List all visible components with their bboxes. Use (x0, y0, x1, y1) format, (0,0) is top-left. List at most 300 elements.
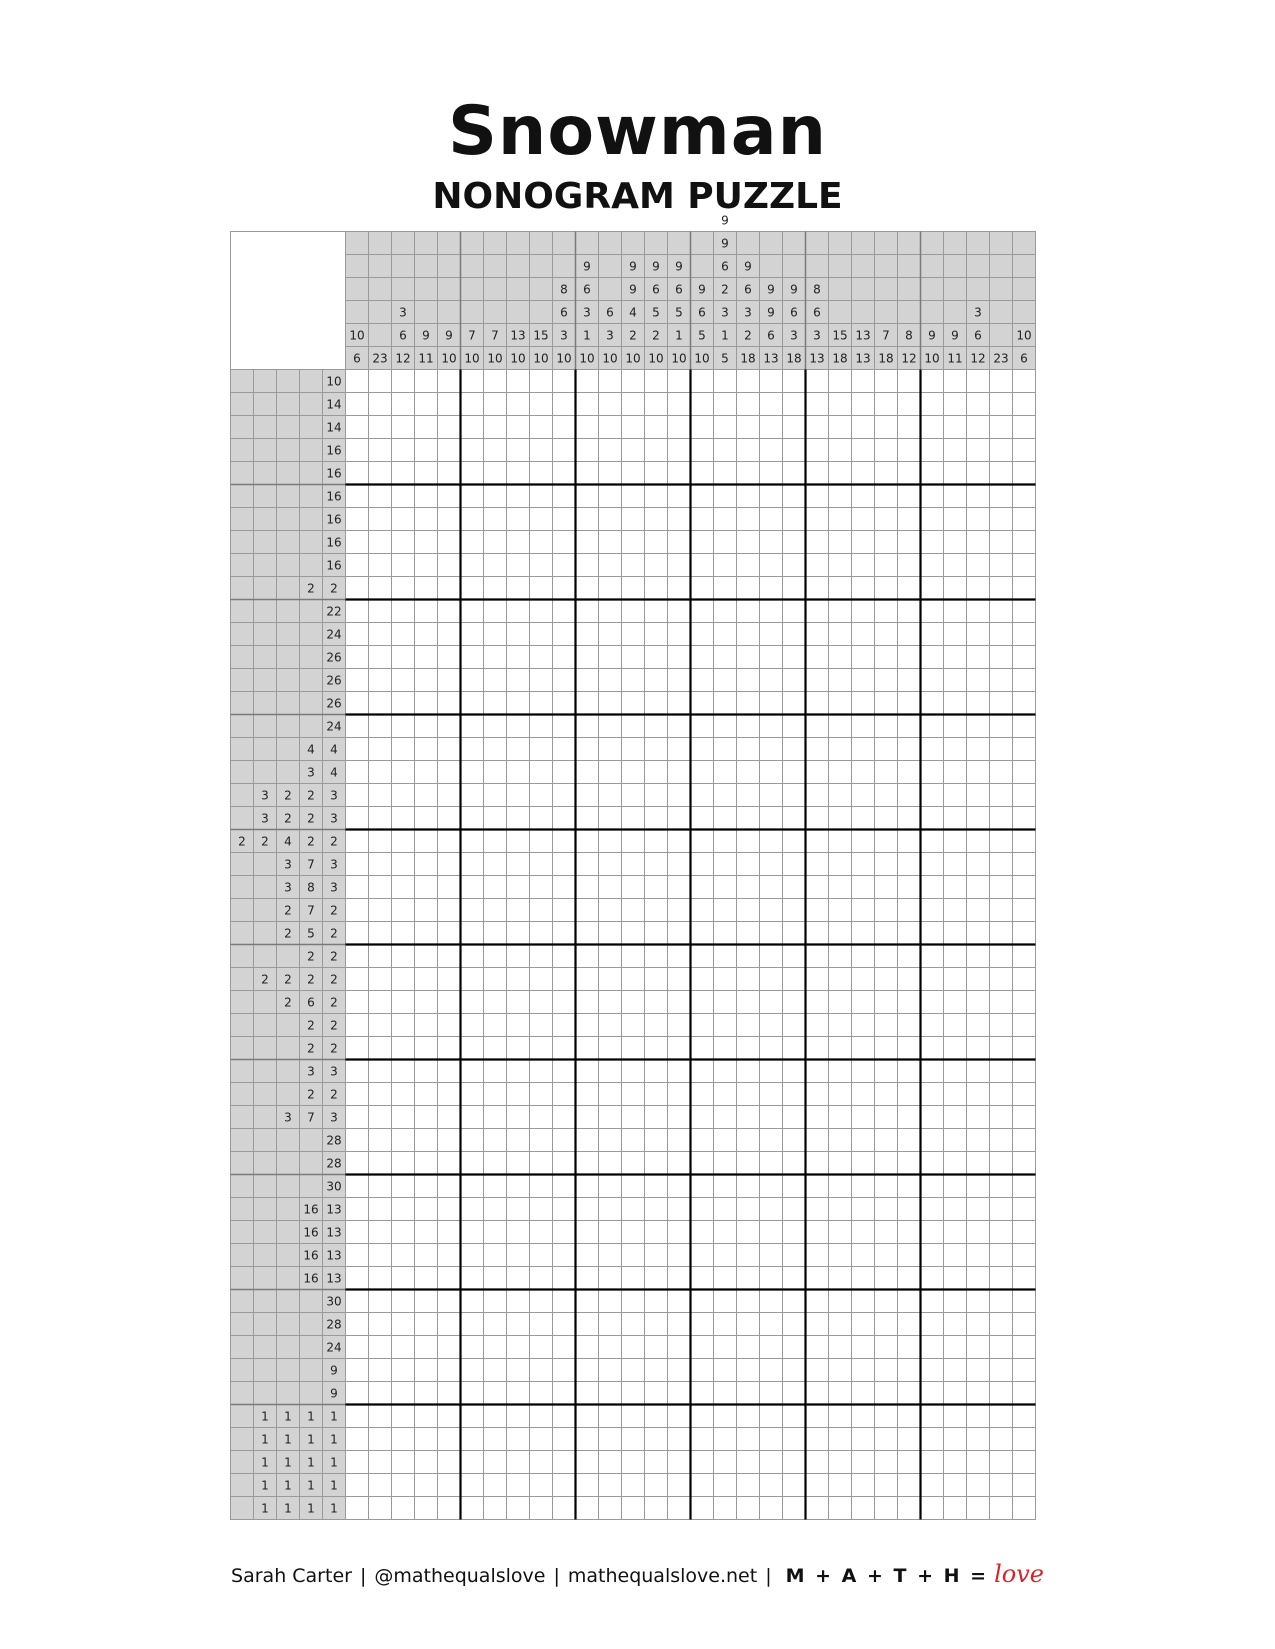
grid-cell[interactable] (576, 1060, 599, 1083)
grid-cell[interactable] (645, 738, 668, 761)
grid-cell[interactable] (1013, 439, 1036, 462)
grid-cell[interactable] (829, 1060, 852, 1083)
grid-cell[interactable] (714, 784, 737, 807)
grid-cell[interactable] (967, 1382, 990, 1405)
grid-cell[interactable] (691, 1474, 714, 1497)
grid-cell[interactable] (553, 899, 576, 922)
grid-cell[interactable] (346, 738, 369, 761)
grid-cell[interactable] (852, 393, 875, 416)
grid-cell[interactable] (944, 1037, 967, 1060)
grid-cell[interactable] (898, 1175, 921, 1198)
grid-cell[interactable] (714, 508, 737, 531)
grid-cell[interactable] (921, 1428, 944, 1451)
grid-cell[interactable] (944, 1428, 967, 1451)
grid-cell[interactable] (369, 439, 392, 462)
grid-cell[interactable] (622, 577, 645, 600)
grid-cell[interactable] (438, 1290, 461, 1313)
grid-cell[interactable] (392, 853, 415, 876)
grid-cell[interactable] (530, 577, 553, 600)
grid-cell[interactable] (967, 1129, 990, 1152)
grid-cell[interactable] (967, 1336, 990, 1359)
grid-cell[interactable] (461, 853, 484, 876)
grid-cell[interactable] (737, 393, 760, 416)
grid-cell[interactable] (714, 1106, 737, 1129)
grid-cell[interactable] (990, 531, 1013, 554)
grid-cell[interactable] (783, 1244, 806, 1267)
grid-cell[interactable] (898, 1405, 921, 1428)
grid-cell[interactable] (875, 922, 898, 945)
grid-cell[interactable] (530, 1037, 553, 1060)
grid-cell[interactable] (921, 922, 944, 945)
grid-cell[interactable] (599, 623, 622, 646)
grid-cell[interactable] (392, 1106, 415, 1129)
grid-cell[interactable] (921, 715, 944, 738)
grid-cell[interactable] (829, 370, 852, 393)
grid-cell[interactable] (645, 1451, 668, 1474)
grid-cell[interactable] (783, 1060, 806, 1083)
grid-cell[interactable] (369, 1060, 392, 1083)
grid-cell[interactable] (714, 1428, 737, 1451)
grid-cell[interactable] (392, 1474, 415, 1497)
grid-cell[interactable] (990, 508, 1013, 531)
grid-cell[interactable] (967, 692, 990, 715)
grid-cell[interactable] (806, 623, 829, 646)
grid-cell[interactable] (714, 1221, 737, 1244)
grid-cell[interactable] (392, 715, 415, 738)
grid-cell[interactable] (737, 1060, 760, 1083)
grid-cell[interactable] (898, 1060, 921, 1083)
grid-cell[interactable] (369, 738, 392, 761)
grid-cell[interactable] (392, 784, 415, 807)
grid-cell[interactable] (990, 646, 1013, 669)
grid-cell[interactable] (898, 1014, 921, 1037)
grid-cell[interactable] (990, 554, 1013, 577)
grid-cell[interactable] (760, 1474, 783, 1497)
grid-cell[interactable] (622, 1451, 645, 1474)
grid-cell[interactable] (691, 1129, 714, 1152)
grid-cell[interactable] (852, 1129, 875, 1152)
grid-cell[interactable] (484, 807, 507, 830)
grid-cell[interactable] (783, 1221, 806, 1244)
grid-cell[interactable] (507, 830, 530, 853)
grid-cell[interactable] (944, 577, 967, 600)
grid-cell[interactable] (1013, 554, 1036, 577)
grid-cell[interactable] (576, 922, 599, 945)
grid-cell[interactable] (415, 623, 438, 646)
grid-cell[interactable] (530, 1359, 553, 1382)
grid-cell[interactable] (553, 692, 576, 715)
grid-cell[interactable] (438, 1014, 461, 1037)
grid-cell[interactable] (783, 1382, 806, 1405)
grid-cell[interactable] (806, 1037, 829, 1060)
grid-cell[interactable] (392, 1129, 415, 1152)
grid-cell[interactable] (783, 1152, 806, 1175)
grid-cell[interactable] (484, 1267, 507, 1290)
grid-cell[interactable] (645, 922, 668, 945)
grid-cell[interactable] (760, 1037, 783, 1060)
grid-cell[interactable] (1013, 1451, 1036, 1474)
grid-cell[interactable] (737, 1428, 760, 1451)
grid-cell[interactable] (1013, 1382, 1036, 1405)
grid-cell[interactable] (438, 1359, 461, 1382)
grid-cell[interactable] (645, 531, 668, 554)
grid-cell[interactable] (921, 853, 944, 876)
grid-cell[interactable] (369, 370, 392, 393)
grid-cell[interactable] (898, 807, 921, 830)
grid-cell[interactable] (622, 945, 645, 968)
grid-cell[interactable] (806, 1359, 829, 1382)
grid-cell[interactable] (392, 692, 415, 715)
grid-cell[interactable] (921, 1014, 944, 1037)
grid-cell[interactable] (461, 1497, 484, 1520)
grid-cell[interactable] (1013, 1428, 1036, 1451)
grid-cell[interactable] (415, 370, 438, 393)
grid-cell[interactable] (852, 669, 875, 692)
grid-cell[interactable] (1013, 531, 1036, 554)
grid-cell[interactable] (875, 1014, 898, 1037)
grid-cell[interactable] (346, 1451, 369, 1474)
grid-cell[interactable] (576, 1382, 599, 1405)
grid-cell[interactable] (783, 1106, 806, 1129)
grid-cell[interactable] (760, 899, 783, 922)
grid-cell[interactable] (691, 968, 714, 991)
grid-cell[interactable] (829, 830, 852, 853)
grid-cell[interactable] (438, 761, 461, 784)
grid-cell[interactable] (783, 370, 806, 393)
grid-cell[interactable] (714, 1382, 737, 1405)
grid-cell[interactable] (668, 1313, 691, 1336)
grid-cell[interactable] (369, 922, 392, 945)
grid-cell[interactable] (944, 623, 967, 646)
grid-cell[interactable] (622, 761, 645, 784)
grid-cell[interactable] (507, 1428, 530, 1451)
grid-cell[interactable] (967, 899, 990, 922)
grid-cell[interactable] (944, 1221, 967, 1244)
grid-cell[interactable] (461, 600, 484, 623)
grid-cell[interactable] (990, 1405, 1013, 1428)
grid-cell[interactable] (898, 1267, 921, 1290)
grid-cell[interactable] (576, 1129, 599, 1152)
grid-cell[interactable] (875, 1336, 898, 1359)
grid-cell[interactable] (921, 1497, 944, 1520)
grid-cell[interactable] (1013, 1267, 1036, 1290)
grid-cell[interactable] (737, 853, 760, 876)
grid-cell[interactable] (875, 807, 898, 830)
grid-cell[interactable] (760, 1313, 783, 1336)
grid-cell[interactable] (346, 370, 369, 393)
grid-cell[interactable] (553, 554, 576, 577)
grid-cell[interactable] (714, 1290, 737, 1313)
grid-cell[interactable] (622, 1129, 645, 1152)
grid-cell[interactable] (967, 554, 990, 577)
grid-cell[interactable] (967, 1359, 990, 1382)
grid-cell[interactable] (530, 1290, 553, 1313)
grid-cell[interactable] (530, 1244, 553, 1267)
grid-cell[interactable] (576, 1267, 599, 1290)
grid-cell[interactable] (783, 807, 806, 830)
grid-cell[interactable] (990, 945, 1013, 968)
grid-cell[interactable] (415, 1083, 438, 1106)
grid-cell[interactable] (898, 416, 921, 439)
grid-cell[interactable] (484, 1106, 507, 1129)
grid-cell[interactable] (714, 646, 737, 669)
grid-cell[interactable] (806, 830, 829, 853)
grid-cell[interactable] (392, 1405, 415, 1428)
grid-cell[interactable] (737, 1382, 760, 1405)
grid-cell[interactable] (829, 462, 852, 485)
grid-cell[interactable] (438, 370, 461, 393)
grid-cell[interactable] (829, 738, 852, 761)
grid-cell[interactable] (990, 1106, 1013, 1129)
grid-cell[interactable] (875, 669, 898, 692)
grid-cell[interactable] (576, 692, 599, 715)
grid-cell[interactable] (576, 577, 599, 600)
grid-cell[interactable] (875, 1221, 898, 1244)
grid-cell[interactable] (806, 1083, 829, 1106)
grid-cell[interactable] (484, 1290, 507, 1313)
grid-cell[interactable] (415, 1106, 438, 1129)
grid-cell[interactable] (645, 646, 668, 669)
grid-cell[interactable] (369, 1175, 392, 1198)
grid-cell[interactable] (484, 1428, 507, 1451)
grid-cell[interactable] (346, 393, 369, 416)
grid-cell[interactable] (737, 1129, 760, 1152)
grid-cell[interactable] (806, 945, 829, 968)
grid-cell[interactable] (944, 1267, 967, 1290)
grid-cell[interactable] (783, 1405, 806, 1428)
grid-cell[interactable] (967, 1083, 990, 1106)
grid-cell[interactable] (461, 830, 484, 853)
grid-cell[interactable] (415, 508, 438, 531)
grid-cell[interactable] (967, 1244, 990, 1267)
grid-cell[interactable] (1013, 1106, 1036, 1129)
grid-cell[interactable] (737, 738, 760, 761)
grid-cell[interactable] (576, 1359, 599, 1382)
grid-cell[interactable] (714, 1037, 737, 1060)
grid-cell[interactable] (668, 1060, 691, 1083)
grid-cell[interactable] (553, 1451, 576, 1474)
grid-cell[interactable] (875, 1290, 898, 1313)
grid-cell[interactable] (691, 416, 714, 439)
grid-cell[interactable] (783, 876, 806, 899)
grid-cell[interactable] (576, 439, 599, 462)
grid-cell[interactable] (714, 531, 737, 554)
grid-cell[interactable] (576, 370, 599, 393)
grid-cell[interactable] (760, 830, 783, 853)
grid-cell[interactable] (507, 1198, 530, 1221)
grid-cell[interactable] (737, 1290, 760, 1313)
grid-cell[interactable] (967, 485, 990, 508)
grid-cell[interactable] (691, 899, 714, 922)
grid-cell[interactable] (507, 807, 530, 830)
grid-cell[interactable] (553, 393, 576, 416)
grid-cell[interactable] (622, 393, 645, 416)
grid-cell[interactable] (415, 669, 438, 692)
grid-cell[interactable] (921, 876, 944, 899)
grid-cell[interactable] (645, 784, 668, 807)
grid-cell[interactable] (921, 1060, 944, 1083)
grid-cell[interactable] (898, 991, 921, 1014)
grid-cell[interactable] (553, 531, 576, 554)
grid-cell[interactable] (553, 1060, 576, 1083)
grid-cell[interactable] (806, 577, 829, 600)
grid-cell[interactable] (875, 485, 898, 508)
grid-cell[interactable] (346, 830, 369, 853)
grid-cell[interactable] (783, 1313, 806, 1336)
grid-cell[interactable] (944, 1060, 967, 1083)
grid-cell[interactable] (829, 623, 852, 646)
grid-cell[interactable] (461, 807, 484, 830)
grid-cell[interactable] (829, 1221, 852, 1244)
grid-cell[interactable] (599, 508, 622, 531)
grid-cell[interactable] (369, 646, 392, 669)
grid-cell[interactable] (737, 784, 760, 807)
grid-cell[interactable] (760, 1405, 783, 1428)
grid-cell[interactable] (415, 1497, 438, 1520)
grid-cell[interactable] (553, 1083, 576, 1106)
grid-cell[interactable] (507, 1359, 530, 1382)
grid-cell[interactable] (1013, 853, 1036, 876)
grid-cell[interactable] (507, 945, 530, 968)
grid-cell[interactable] (829, 508, 852, 531)
grid-cell[interactable] (438, 1336, 461, 1359)
grid-cell[interactable] (553, 1037, 576, 1060)
grid-cell[interactable] (852, 761, 875, 784)
grid-cell[interactable] (990, 1129, 1013, 1152)
grid-cell[interactable] (438, 1106, 461, 1129)
grid-cell[interactable] (990, 1267, 1013, 1290)
grid-cell[interactable] (346, 1497, 369, 1520)
grid-cell[interactable] (438, 577, 461, 600)
grid-cell[interactable] (1013, 1290, 1036, 1313)
grid-cell[interactable] (553, 1175, 576, 1198)
grid-cell[interactable] (668, 830, 691, 853)
grid-cell[interactable] (691, 1152, 714, 1175)
grid-cell[interactable] (829, 554, 852, 577)
grid-cell[interactable] (829, 991, 852, 1014)
grid-cell[interactable] (530, 968, 553, 991)
grid-cell[interactable] (691, 370, 714, 393)
grid-cell[interactable] (622, 1359, 645, 1382)
grid-cell[interactable] (530, 393, 553, 416)
grid-cell[interactable] (599, 1175, 622, 1198)
grid-cell[interactable] (645, 1244, 668, 1267)
grid-cell[interactable] (645, 1428, 668, 1451)
grid-cell[interactable] (875, 577, 898, 600)
grid-cell[interactable] (921, 738, 944, 761)
grid-cell[interactable] (875, 1037, 898, 1060)
grid-cell[interactable] (852, 531, 875, 554)
grid-cell[interactable] (852, 1037, 875, 1060)
grid-cell[interactable] (806, 1014, 829, 1037)
grid-cell[interactable] (507, 1313, 530, 1336)
grid-cell[interactable] (760, 1198, 783, 1221)
grid-cell[interactable] (415, 830, 438, 853)
grid-cell[interactable] (576, 715, 599, 738)
grid-cell[interactable] (668, 393, 691, 416)
grid-cell[interactable] (576, 738, 599, 761)
grid-cell[interactable] (530, 416, 553, 439)
grid-cell[interactable] (691, 830, 714, 853)
grid-cell[interactable] (392, 531, 415, 554)
grid-cell[interactable] (967, 1497, 990, 1520)
grid-cell[interactable] (645, 1382, 668, 1405)
grid-cell[interactable] (990, 876, 1013, 899)
grid-cell[interactable] (1013, 1405, 1036, 1428)
grid-cell[interactable] (392, 1060, 415, 1083)
grid-cell[interactable] (921, 600, 944, 623)
grid-cell[interactable] (622, 1313, 645, 1336)
grid-cell[interactable] (599, 1313, 622, 1336)
grid-cell[interactable] (921, 623, 944, 646)
grid-cell[interactable] (783, 416, 806, 439)
grid-cell[interactable] (346, 1152, 369, 1175)
grid-cell[interactable] (944, 738, 967, 761)
grid-cell[interactable] (737, 945, 760, 968)
grid-cell[interactable] (415, 531, 438, 554)
grid-cell[interactable] (898, 600, 921, 623)
grid-cell[interactable] (461, 1106, 484, 1129)
grid-cell[interactable] (369, 600, 392, 623)
grid-cell[interactable] (760, 761, 783, 784)
grid-cell[interactable] (829, 1175, 852, 1198)
grid-cell[interactable] (737, 1037, 760, 1060)
grid-cell[interactable] (346, 922, 369, 945)
grid-cell[interactable] (392, 945, 415, 968)
grid-cell[interactable] (921, 508, 944, 531)
grid-cell[interactable] (599, 1336, 622, 1359)
grid-cell[interactable] (852, 1290, 875, 1313)
grid-cell[interactable] (415, 1129, 438, 1152)
grid-cell[interactable] (507, 554, 530, 577)
grid-cell[interactable] (829, 945, 852, 968)
grid-cell[interactable] (415, 462, 438, 485)
grid-cell[interactable] (507, 1106, 530, 1129)
grid-cell[interactable] (967, 462, 990, 485)
grid-cell[interactable] (714, 1359, 737, 1382)
grid-cell[interactable] (392, 807, 415, 830)
grid-cell[interactable] (691, 1083, 714, 1106)
grid-cell[interactable] (599, 669, 622, 692)
grid-cell[interactable] (829, 1382, 852, 1405)
grid-cell[interactable] (691, 1014, 714, 1037)
grid-cell[interactable] (944, 853, 967, 876)
grid-cell[interactable] (806, 600, 829, 623)
grid-cell[interactable] (714, 945, 737, 968)
grid-cell[interactable] (921, 830, 944, 853)
grid-cell[interactable] (967, 1175, 990, 1198)
grid-cell[interactable] (737, 1497, 760, 1520)
grid-cell[interactable] (461, 577, 484, 600)
grid-cell[interactable] (852, 1313, 875, 1336)
grid-cell[interactable] (530, 508, 553, 531)
grid-cell[interactable] (852, 623, 875, 646)
grid-cell[interactable] (714, 600, 737, 623)
grid-cell[interactable] (668, 1175, 691, 1198)
grid-cell[interactable] (346, 485, 369, 508)
grid-cell[interactable] (783, 1198, 806, 1221)
grid-cell[interactable] (783, 853, 806, 876)
grid-cell[interactable] (484, 968, 507, 991)
grid-cell[interactable] (576, 1405, 599, 1428)
grid-cell[interactable] (461, 1198, 484, 1221)
grid-cell[interactable] (967, 646, 990, 669)
grid-cell[interactable] (783, 439, 806, 462)
grid-cell[interactable] (461, 1359, 484, 1382)
grid-cell[interactable] (553, 462, 576, 485)
grid-cell[interactable] (737, 1152, 760, 1175)
grid-cell[interactable] (622, 1382, 645, 1405)
